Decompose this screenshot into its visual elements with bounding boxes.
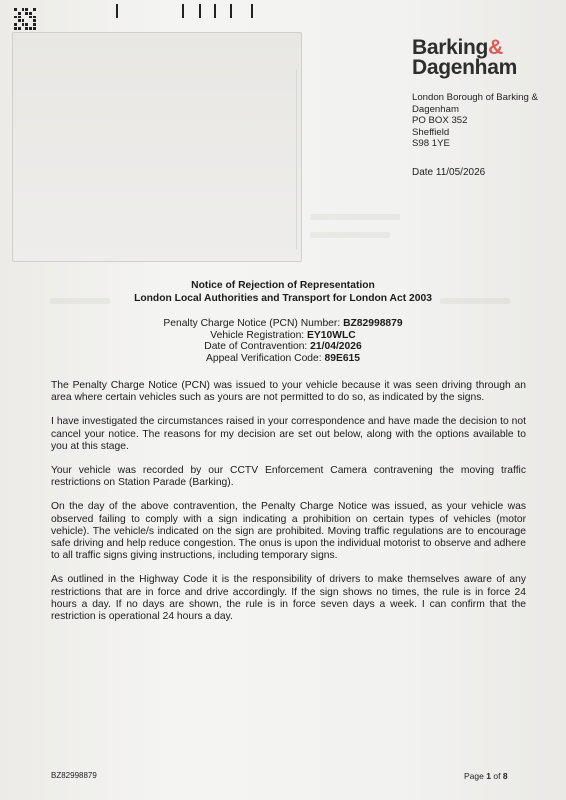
address-line: Sheffield [412, 126, 450, 138]
body-paragraph: On the day of the above contravention, the Penalty Charge Notice was issued, as your vehicle was observed failing to comply with a sign indicating a prohibition on certain types of vehicles (motor vehicle). The vehicle/s indicated on the sign are prohibited. Moving traffic regulations are to encourage safe driving and help reduce congestion. The onus is upon the individual motorist to observe and adhere to all traffic signs giving instructions, including temporary signs. [51, 501, 526, 562]
notice-title [0, 279, 566, 305]
address-line: Dagenham [412, 103, 459, 115]
footer-reference: BZ82998879 [51, 771, 97, 780]
body-paragraph: I have investigated the circumstances raised in your correspondence and have made the decision to not cancel your notice. The reasons for my decision are set out below, along with the options available to you at this stage. [51, 416, 526, 452]
qr-code-icon [14, 8, 36, 30]
notice-title-line2: London Local Authorities and Transport for London Act 2003 [134, 293, 432, 304]
envelope-window-redaction [12, 32, 302, 262]
sender-address [412, 92, 538, 150]
vehicle-registration-row: Vehicle Registration: EY10WLC [210, 329, 356, 341]
page-number: Page 1 of 8 [464, 771, 508, 781]
letter-body [51, 380, 526, 635]
body-paragraph: The Penalty Charge Notice (PCN) was issued to your vehicle because it was seen driving through an area where certain vehicles such as yours are not permitted to do so, as indicated by the signs. [51, 380, 526, 404]
body-paragraph: As outlined in the Highway Code it is the responsibility of drivers to make themselves aware of any restrictions that are in force and drive accordingly. If the sign shows no times, the rule is in force 24 hours a day. If no days are shown, the rule is in force seven days a week. I can confirm that the restriction is operational 24 hours a day. [51, 574, 526, 623]
address-line: PO BOX 352 [412, 115, 468, 126]
address-line: London Borough of Barking & [412, 92, 538, 103]
council-logo: Barking& Dagenham [412, 36, 517, 79]
show-through-text [310, 232, 390, 238]
body-paragraph: Your vehicle was recorded by our CCTV Enforcement Camera contravening the moving traffic restrictions on Station Parade (Barking). [51, 465, 526, 489]
pcn-number-row: Penalty Charge Notice (PCN) Number: BZ82998879 [163, 318, 403, 329]
notice-title-line1: Notice of Rejection of Representation [191, 280, 375, 291]
appeal-code-row: Appeal Verification Code: 89E615 [205, 352, 361, 364]
pcn-details [0, 318, 566, 364]
address-line: S98 1YE [412, 138, 450, 149]
show-through-text [310, 214, 400, 220]
letter-date: Date 11/05/2026 [412, 167, 486, 178]
contravention-date-row: Date of Contravention: 21/04/2026 [204, 341, 362, 353]
